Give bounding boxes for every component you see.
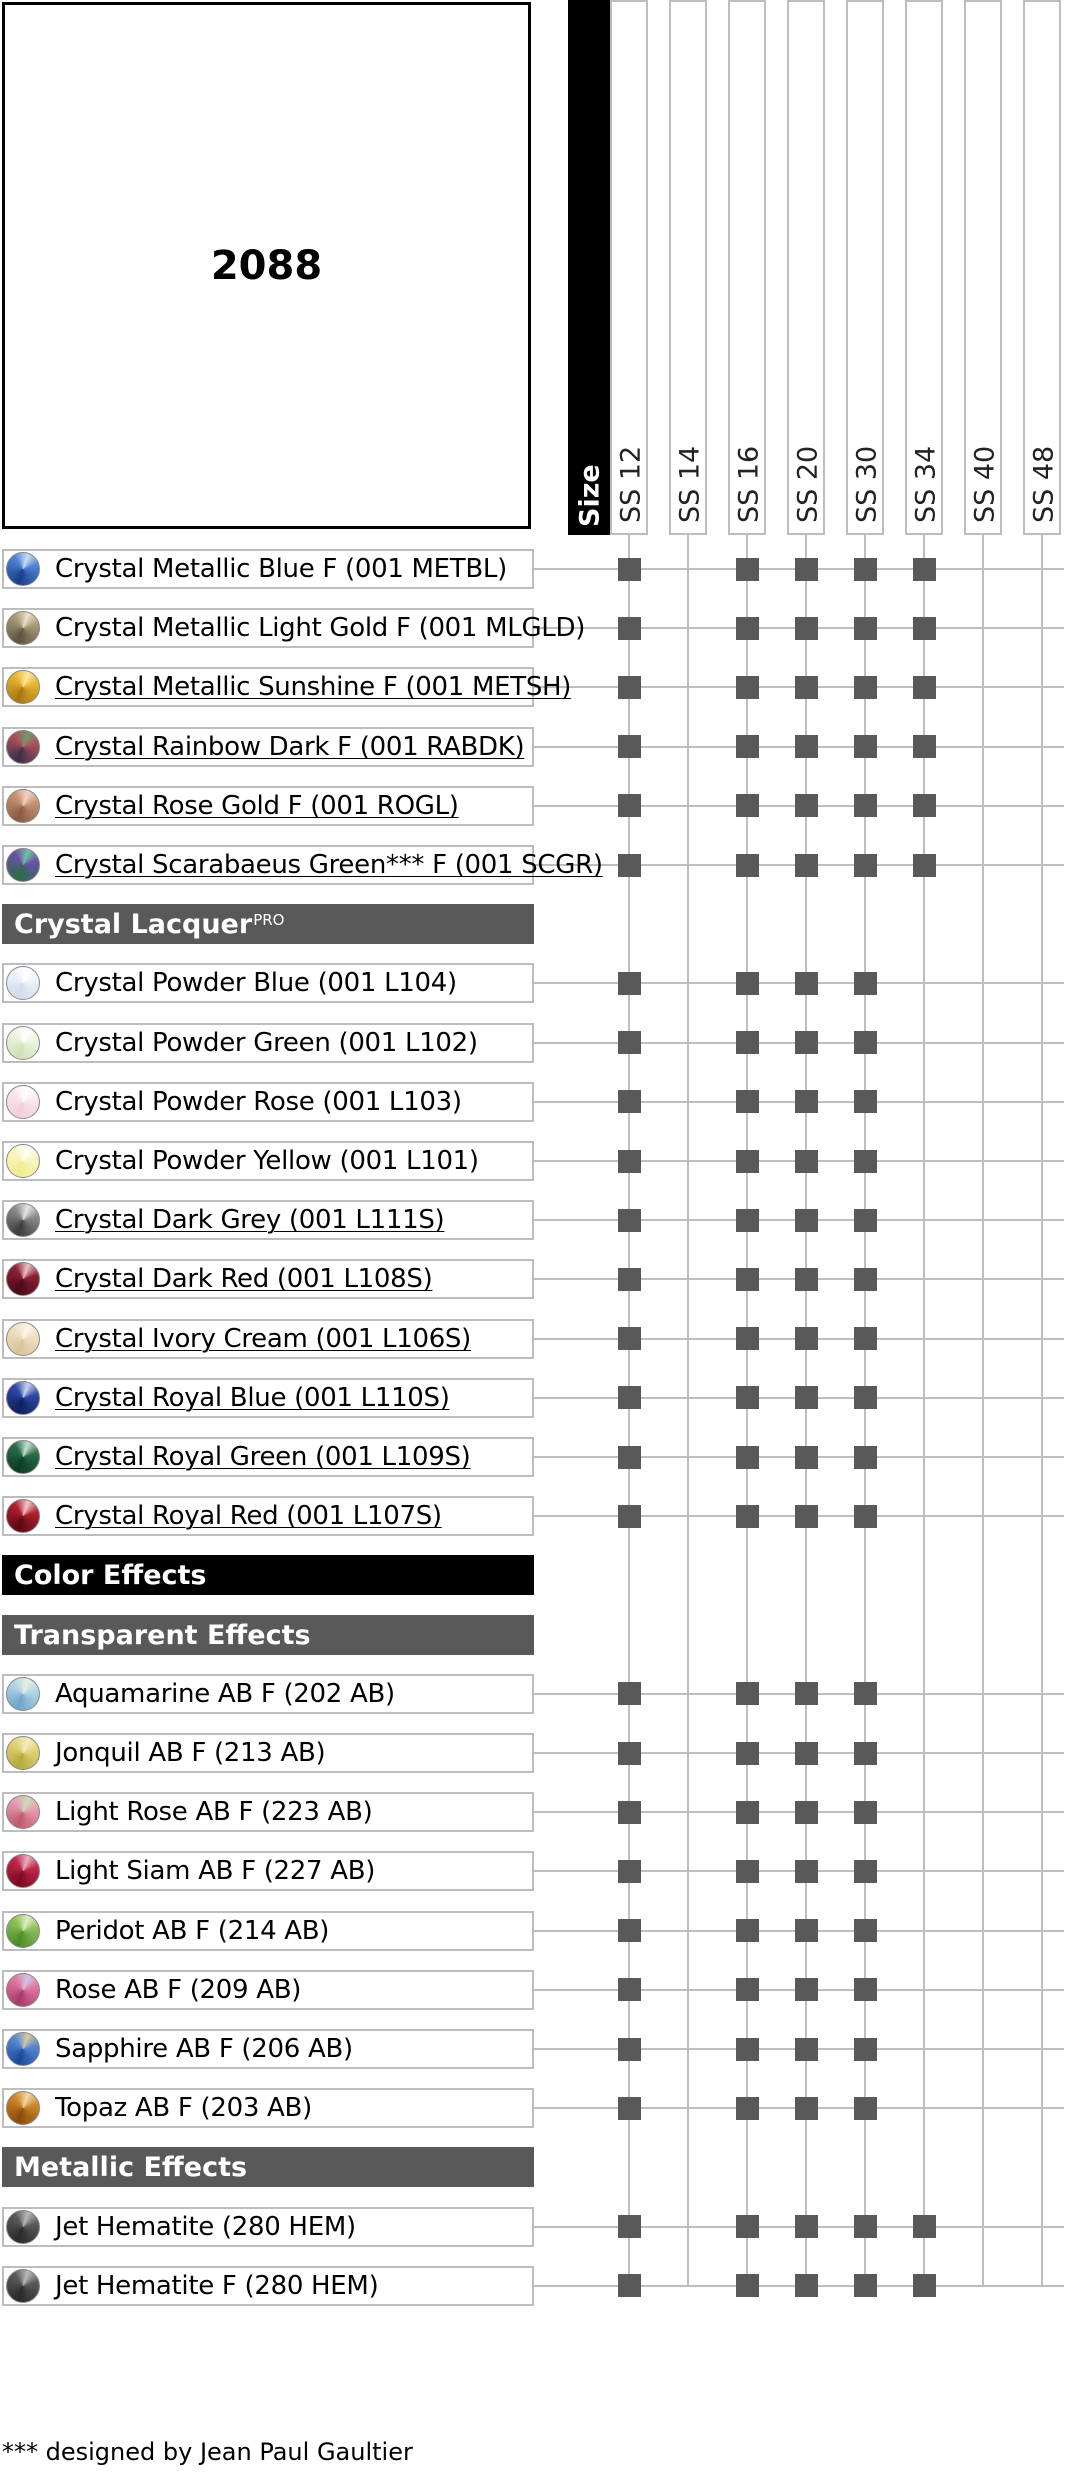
availability-mark (795, 794, 818, 817)
crystal-swatch-icon (6, 966, 40, 1000)
section-header-label: Transparent Effects (14, 1619, 311, 1651)
size-header-label: SS 16 (733, 445, 765, 523)
availability-mark (913, 617, 936, 640)
size-header-label: SS 34 (910, 445, 942, 523)
variant-row (2, 1970, 534, 2010)
variant-label: Light Siam AB F (227 AB) (55, 1856, 376, 1886)
availability-mark (736, 2038, 759, 2061)
availability-mark (854, 1860, 877, 1883)
availability-mark (795, 617, 818, 640)
crystal-swatch-icon (6, 1914, 40, 1948)
availability-mark (854, 735, 877, 758)
availability-mark (736, 1209, 759, 1232)
variant-link[interactable]: Crystal Royal Green (001 L109S) (55, 1442, 471, 1472)
availability-mark (854, 2038, 877, 2061)
size-column-header (568, 0, 612, 535)
crystal-swatch-icon (6, 1440, 40, 1474)
column-line (982, 535, 984, 2287)
availability-mark (618, 1446, 641, 1469)
availability-mark (854, 617, 877, 640)
availability-mark (736, 1031, 759, 1054)
availability-mark (795, 2097, 818, 2120)
availability-mark (854, 676, 877, 699)
size-header-ss-20 (787, 0, 825, 535)
size-header-ss-14 (669, 0, 707, 535)
variant-link[interactable]: Crystal Metallic Sunshine F (001 METSH) (55, 672, 572, 702)
availability-mark (736, 854, 759, 877)
availability-mark (795, 1031, 818, 1054)
availability-mark (618, 1386, 641, 1409)
variant-row (2, 1082, 534, 1122)
availability-mark (854, 1090, 877, 1113)
variant-row (2, 2029, 534, 2069)
variant-row[interactable] (2, 1437, 534, 1477)
crystal-swatch-icon (6, 611, 40, 645)
size-header-label: SS 48 (1028, 445, 1060, 523)
availability-mark (618, 1682, 641, 1705)
availability-mark (618, 2274, 641, 2297)
availability-mark (913, 735, 936, 758)
variant-row[interactable] (2, 1496, 534, 1536)
section-header-color-effects (2, 1555, 534, 1595)
crystal-swatch-icon (6, 1144, 40, 1178)
variant-row (2, 1141, 534, 1181)
availability-mark (795, 558, 818, 581)
availability-mark (854, 972, 877, 995)
availability-mark (736, 1505, 759, 1528)
availability-mark (913, 854, 936, 877)
crystal-swatch-icon (6, 670, 40, 704)
variant-row[interactable] (2, 786, 534, 826)
availability-mark (618, 972, 641, 995)
availability-mark (795, 1505, 818, 1528)
crystal-swatch-icon (6, 1499, 40, 1533)
variant-row (2, 1851, 534, 1891)
variant-row[interactable] (2, 1200, 534, 1240)
availability-mark (854, 2274, 877, 2297)
availability-mark (854, 1801, 877, 1824)
availability-mark (854, 1919, 877, 1942)
size-header-ss-16 (728, 0, 766, 535)
size-header-label: SS 30 (851, 445, 883, 523)
availability-mark (854, 1742, 877, 1765)
variant-row (2, 2207, 534, 2247)
crystal-swatch-icon (6, 2210, 40, 2244)
variant-row (2, 1733, 534, 1773)
availability-mark (913, 558, 936, 581)
availability-mark (795, 2274, 818, 2297)
availability-mark (913, 2215, 936, 2238)
availability-mark (618, 1978, 641, 2001)
variant-row (2, 1674, 534, 1714)
availability-mark (795, 1268, 818, 1291)
size-header-ss-30 (846, 0, 884, 535)
variant-label: Light Rose AB F (223 AB) (55, 1797, 373, 1827)
variant-row[interactable] (2, 1378, 534, 1418)
availability-mark (736, 972, 759, 995)
availability-mark (913, 676, 936, 699)
availability-mark (795, 1682, 818, 1705)
section-header-metallic-effects (2, 2147, 534, 2187)
availability-mark (795, 854, 818, 877)
availability-mark (854, 1978, 877, 2001)
variant-row (2, 608, 586, 648)
availability-mark (618, 1090, 641, 1113)
availability-mark (795, 1978, 818, 2001)
variant-link[interactable]: Crystal Dark Grey (001 L111S) (55, 1205, 445, 1235)
variant-label: Crystal Metallic Light Gold F (001 MLGLD) (55, 613, 586, 643)
section-header-label: Crystal Lacquer (14, 908, 253, 940)
variant-label: Jet Hematite F (280 HEM) (55, 2271, 379, 2301)
availability-mark (854, 1150, 877, 1173)
availability-mark (795, 2215, 818, 2238)
availability-mark (736, 1919, 759, 1942)
size-header-label: SS 14 (674, 445, 706, 523)
availability-mark (795, 1860, 818, 1883)
availability-mark (618, 1860, 641, 1883)
column-line (1041, 535, 1043, 2287)
variant-row[interactable] (2, 1319, 534, 1359)
crystal-swatch-icon (6, 789, 40, 823)
availability-mark (618, 617, 641, 640)
size-header-label: SS 20 (792, 445, 824, 523)
availability-mark (618, 1209, 641, 1232)
variant-row[interactable] (2, 667, 572, 707)
availability-mark (618, 2215, 641, 2238)
availability-mark (913, 2274, 936, 2297)
crystal-swatch-icon (6, 1203, 40, 1237)
variant-label: Jet Hematite (280 HEM) (55, 2212, 356, 2242)
section-header-crystal-lacquer (2, 904, 534, 944)
availability-mark (618, 558, 641, 581)
availability-mark (854, 854, 877, 877)
variant-label: Crystal Powder Yellow (001 L101) (55, 1146, 479, 1176)
availability-mark (736, 794, 759, 817)
variant-row[interactable] (2, 845, 603, 885)
availability-mark (795, 1742, 818, 1765)
availability-mark (795, 735, 818, 758)
variant-link[interactable]: Crystal Rainbow Dark F (001 RABDK) (55, 732, 525, 762)
section-header-transparent-effects (2, 1615, 534, 1655)
availability-mark (618, 1742, 641, 1765)
availability-mark (736, 1327, 759, 1350)
variant-row (2, 2088, 534, 2128)
crystal-swatch-icon (6, 2091, 40, 2125)
variant-link[interactable]: Crystal Ivory Cream (001 L106S) (55, 1324, 471, 1354)
availability-mark (618, 1031, 641, 1054)
variant-label: Crystal Powder Blue (001 L104) (55, 968, 457, 998)
availability-mark (736, 1090, 759, 1113)
availability-mark (795, 1150, 818, 1173)
variant-label: Crystal Metallic Blue F (001 METBL) (55, 554, 507, 584)
availability-mark (913, 794, 936, 817)
availability-mark (618, 1150, 641, 1173)
crystal-swatch-icon (6, 2032, 40, 2066)
availability-mark (736, 1268, 759, 1291)
crystal-swatch-icon (6, 2269, 40, 2303)
availability-mark (736, 558, 759, 581)
size-header-ss-12 (610, 0, 648, 535)
availability-mark (736, 1682, 759, 1705)
section-header-superscript: PRO (253, 911, 285, 929)
availability-mark (618, 1801, 641, 1824)
variant-link[interactable]: Crystal Royal Red (001 L107S) (55, 1501, 442, 1531)
availability-mark (795, 1327, 818, 1350)
availability-mark (618, 2097, 641, 2120)
availability-mark (618, 1327, 641, 1350)
availability-mark (854, 1505, 877, 1528)
availability-mark (736, 1860, 759, 1883)
availability-mark (854, 794, 877, 817)
variant-row[interactable] (2, 1259, 534, 1299)
availability-mark (736, 1446, 759, 1469)
availability-mark (795, 676, 818, 699)
availability-mark (854, 1268, 877, 1291)
crystal-swatch-icon (6, 848, 40, 882)
variant-link[interactable]: Crystal Rose Gold F (001 ROGL) (55, 791, 459, 821)
availability-mark (736, 1386, 759, 1409)
variant-label: Topaz AB F (203 AB) (55, 2093, 312, 2123)
crystal-swatch-icon (6, 1973, 40, 2007)
crystal-swatch-icon (6, 1677, 40, 1711)
availability-mark (736, 1801, 759, 1824)
variant-row (2, 963, 534, 1003)
variant-row[interactable] (2, 727, 534, 767)
footnote: *** designed by Jean Paul Gaultier (2, 2438, 413, 2466)
availability-mark (795, 1209, 818, 1232)
availability-mark (736, 1742, 759, 1765)
crystal-swatch-icon (6, 1381, 40, 1415)
column-line (687, 535, 689, 2287)
availability-mark (736, 735, 759, 758)
availability-mark (854, 1209, 877, 1232)
variant-row (2, 1023, 534, 1063)
size-header-ss-40 (964, 0, 1002, 535)
variant-row (2, 549, 534, 589)
variant-label: Crystal Powder Green (001 L102) (55, 1028, 478, 1058)
availability-mark (618, 794, 641, 817)
section-header-label: Color Effects (14, 1559, 207, 1591)
crystal-swatch-icon (6, 1262, 40, 1296)
variant-link[interactable]: Crystal Dark Red (001 L108S) (55, 1264, 433, 1294)
availability-mark (854, 1031, 877, 1054)
product-code-box (2, 2, 531, 529)
availability-mark (618, 1505, 641, 1528)
availability-mark (736, 1150, 759, 1173)
variant-label: Sapphire AB F (206 AB) (55, 2034, 353, 2064)
availability-mark (736, 2215, 759, 2238)
availability-mark (795, 1090, 818, 1113)
variant-row (2, 1792, 534, 1832)
availability-mark (736, 1978, 759, 2001)
variant-label: Aquamarine AB F (202 AB) (55, 1679, 395, 1709)
variant-link[interactable]: Crystal Scarabaeus Green*** F (001 SCGR) (55, 850, 603, 880)
availability-mark (854, 2215, 877, 2238)
crystal-swatch-icon (6, 552, 40, 586)
availability-mark (854, 558, 877, 581)
crystal-swatch-icon (6, 1085, 40, 1119)
availability-mark (795, 1919, 818, 1942)
variant-label: Rose AB F (209 AB) (55, 1975, 302, 2005)
variant-link[interactable]: Crystal Royal Blue (001 L110S) (55, 1383, 450, 1413)
crystal-swatch-icon (6, 1736, 40, 1770)
availability-mark (795, 972, 818, 995)
availability-mark (795, 1446, 818, 1469)
size-header-label: SS 12 (615, 445, 647, 523)
availability-mark (854, 1682, 877, 1705)
availability-mark (854, 1327, 877, 1350)
crystal-swatch-icon (6, 1795, 40, 1829)
crystal-swatch-icon (6, 730, 40, 764)
size-header-ss-34 (905, 0, 943, 535)
availability-mark (618, 676, 641, 699)
variant-row (2, 1911, 534, 1951)
availability-mark (618, 854, 641, 877)
crystal-swatch-icon (6, 1322, 40, 1356)
variant-label: Peridot AB F (214 AB) (55, 1916, 330, 1946)
availability-mark (854, 2097, 877, 2120)
crystal-swatch-icon (6, 1026, 40, 1060)
availability-mark (736, 2274, 759, 2297)
availability-mark (736, 617, 759, 640)
size-header-ss-48 (1023, 0, 1061, 535)
availability-mark (618, 2038, 641, 2061)
variant-row (2, 2266, 534, 2306)
variant-label: Crystal Powder Rose (001 L103) (55, 1087, 462, 1117)
availability-mark (736, 2097, 759, 2120)
size-header-label: SS 40 (969, 445, 1001, 523)
product-code: 2088 (210, 242, 323, 289)
availability-mark (618, 1919, 641, 1942)
availability-mark (736, 676, 759, 699)
availability-mark (795, 2038, 818, 2061)
section-header-label: Metallic Effects (14, 2151, 248, 2183)
availability-mark (854, 1446, 877, 1469)
availability-mark (854, 1386, 877, 1409)
availability-mark (795, 1801, 818, 1824)
variant-label: Jonquil AB F (213 AB) (55, 1738, 326, 1768)
availability-mark (618, 735, 641, 758)
availability-mark (618, 1268, 641, 1291)
crystal-swatch-icon (6, 1854, 40, 1888)
size-header-label: Size (574, 464, 606, 527)
availability-mark (795, 1386, 818, 1409)
